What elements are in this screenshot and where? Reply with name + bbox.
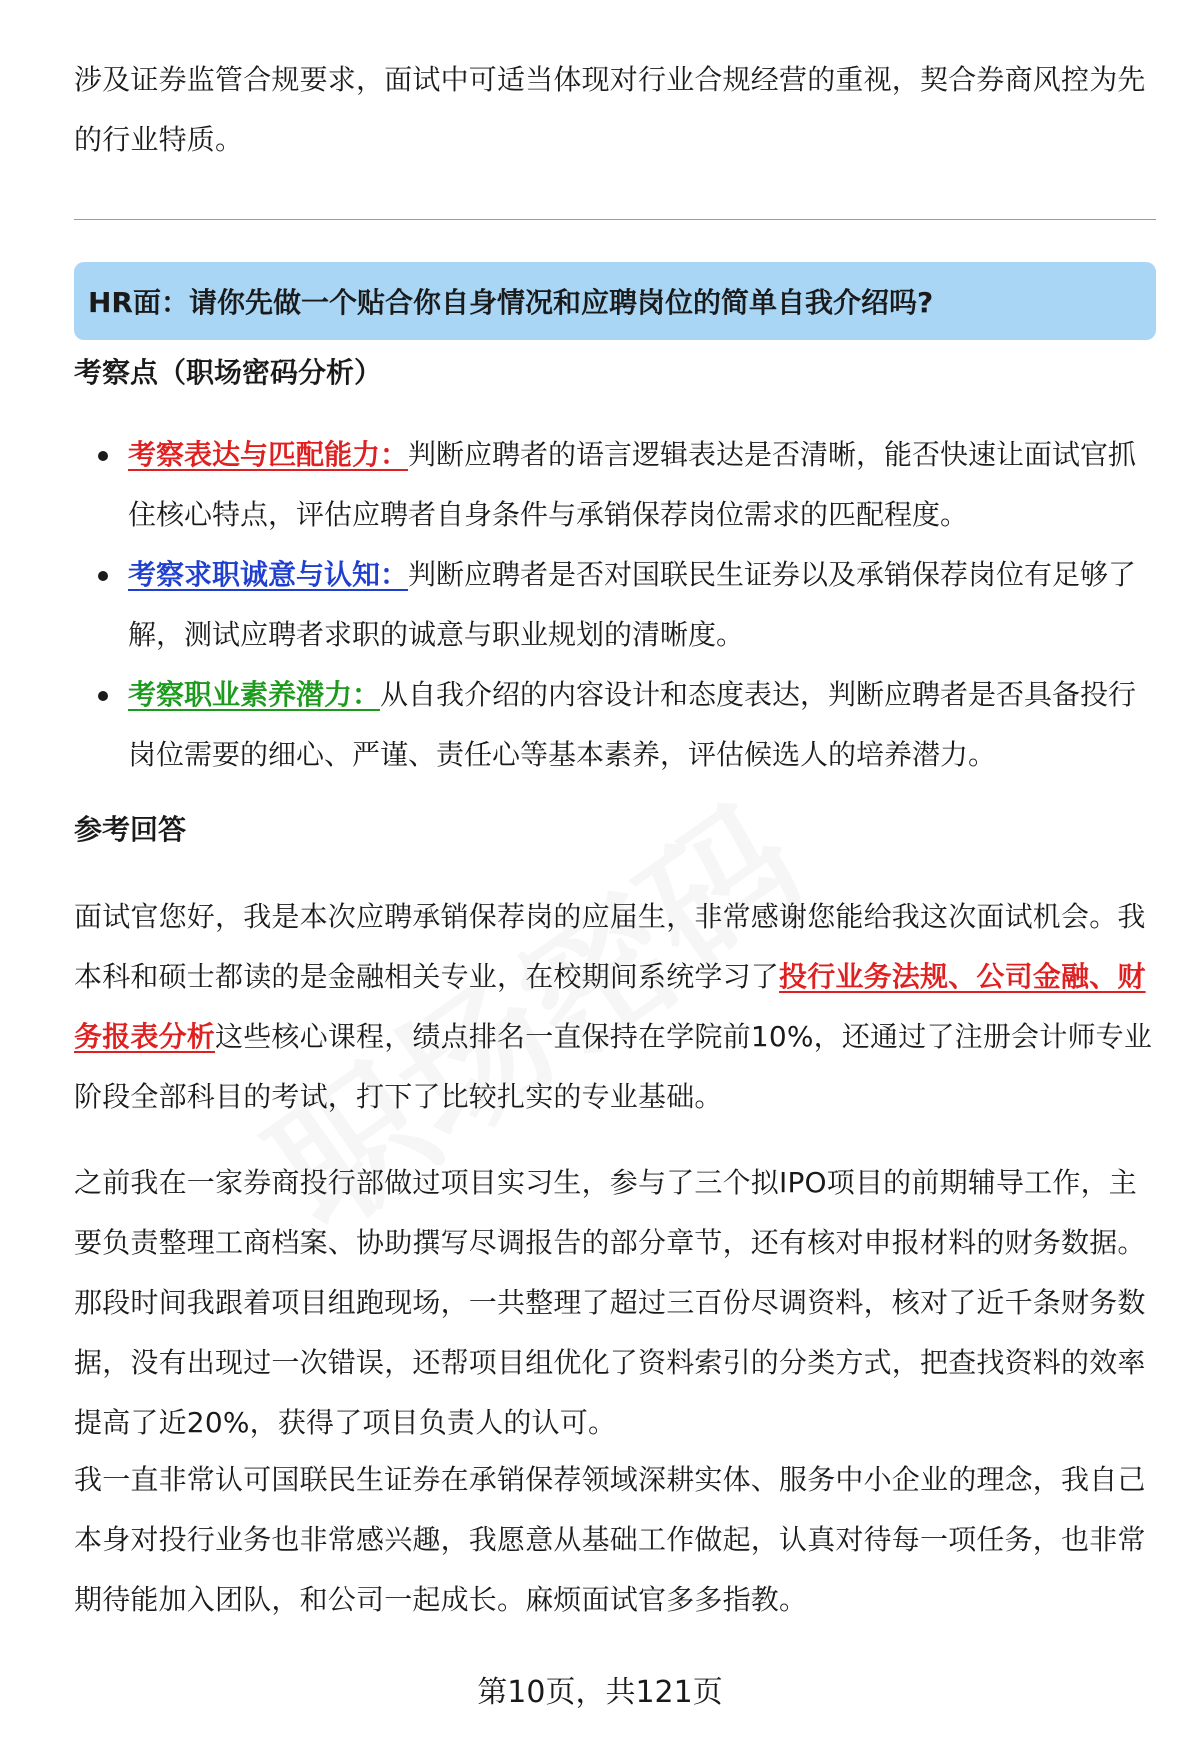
intro-paragraph: 涉及证券监管合规要求，面试中可适当体现对行业合规经营的重视，契合券商风控为先的行业特质。 (74, 63, 1146, 156)
bullet-icon (98, 451, 108, 461)
list-item (74, 425, 1156, 545)
list-item (74, 545, 1156, 665)
answer-heading: 参考回答 (74, 813, 187, 846)
answer-paragraph-3: 我一直非常认可国联民生证券在承销保荐领域深耕实体、服务中小企业的理念，我自己本身对投行业务也非常感兴趣，我愿意从基础工作做起，认真对待每一项任务，也非常期待能加入团队，和公司一起成长。麻烦面试官多多指教。 (74, 1463, 1146, 1616)
answer-text: 这些核心课程，绩点排名一直保持在学院前10%，还通过了注册会计师专业阶段全部科目的考试，打下了比较扎实的专业基础。 (74, 1020, 1153, 1113)
point-label: 考察职业素养潜力： (128, 678, 381, 711)
list-item (74, 665, 1156, 785)
point-label: 考察表达与匹配能力： (128, 438, 409, 471)
divider (74, 219, 1156, 220)
point-label: 考察求职诚意与认知： (128, 558, 409, 591)
point-text: 判断应聘者是否对国联民生证券以及承销保荐岗位有足够了解，测试应聘者求职的诚意与职业规划的清晰度。 (128, 558, 1137, 651)
bullet-icon (98, 571, 108, 581)
answer-paragraph-2: 之前我在一家券商投行部做过项目实习生，参与了三个拟IPO项目的前期辅导工作，主要负责整理工商档案、协助撰写尽调报告的部分章节，还有核对申报材料的财务数据。那段时间我跟着项目组跑现场，一共整理了超过三百份尽调资料，核对了近千条财务数据，没有出现过一次错误，还帮项目组优化了资料索引的分类方式，把查找资料的效率提高了近20%，获得了项目负责人的认可。 (74, 1166, 1146, 1439)
answer-text: 面试官您好，我是本次应聘承销保荐岗的应届生，非常感谢您能给我这次面试机会。我本科和硕士都读的是金融相关专业，在校期间系统学习了 (74, 900, 1146, 993)
point-text: 判断应聘者的语言逻辑表达是否清晰，能否快速让面试官抓住核心特点，评估应聘者自身条件与承销保荐岗位需求的匹配程度。 (128, 438, 1137, 531)
question-box (74, 262, 1156, 340)
page-number: 第10页，共121页 (477, 1675, 723, 1710)
answer-highlight: 投行业务法规、公司金融、财务报表分析 (74, 960, 1146, 1053)
answer-paragraph-1 (74, 887, 1156, 1127)
question-text: HR面：请你先做一个贴合你自身情况和应聘岗位的简单自我介绍吗? (88, 286, 934, 319)
bullet-icon (98, 691, 108, 701)
points-heading: 考察点（职场密码分析） (74, 356, 383, 389)
point-text: 从自我介绍的内容设计和态度表达，判断应聘者是否具备投行岗位需要的细心、严谨、责任心等基本素养，评估候选人的培养潜力。 (128, 678, 1137, 771)
points-list (74, 425, 1156, 785)
